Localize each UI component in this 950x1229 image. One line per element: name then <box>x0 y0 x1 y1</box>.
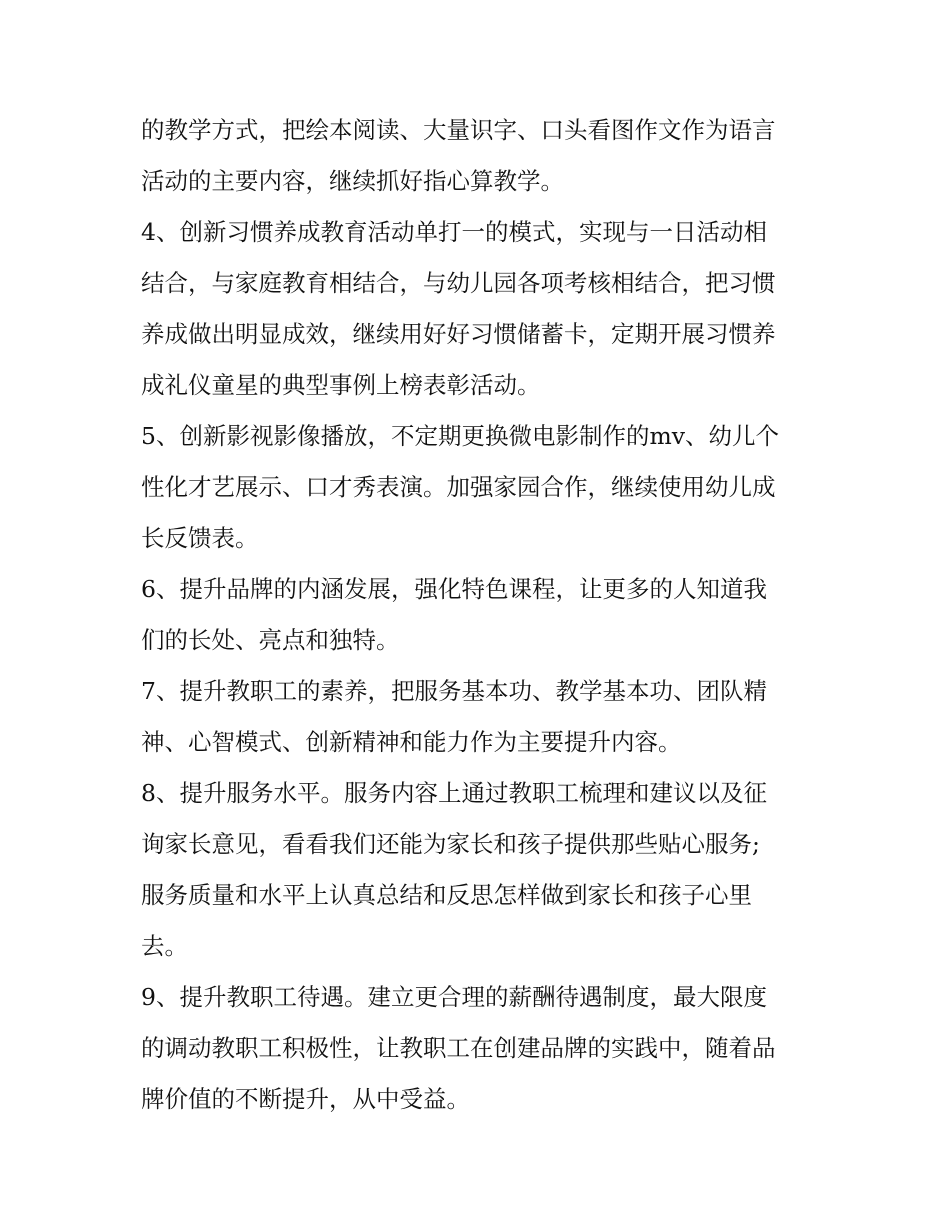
text-line: 长反馈表。 <box>141 524 259 552</box>
text-line: 9、提升教职工待遇。建立更合理的薪酬待遇制度，最大限度 <box>141 983 767 1011</box>
text-line: 活动的主要内容，继续抓好指心算教学。 <box>141 167 564 195</box>
text-line: 们的长处、亮点和独特。 <box>141 626 400 654</box>
text-line: 去。 <box>141 932 188 960</box>
text-line: 成礼仪童星的典型事例上榜表彰活动。 <box>141 371 541 399</box>
text-line: 的教学方式，把绘本阅读、大量识字、口头看图作文作为语言 <box>141 116 776 144</box>
text-line: 8、提升服务水平。服务内容上通过教职工梳理和建议以及征 <box>141 779 767 807</box>
text-line: 服务质量和水平上认真总结和反思怎样做到家长和孩子心里 <box>141 881 752 909</box>
text-line: 4、创新习惯养成教育活动单打一的模式，实现与一日活动相 <box>141 218 767 246</box>
text-line: 的调动教职工积极性，让教职工在创建品牌的实践中，随着品 <box>141 1034 776 1062</box>
text-line: 牌价值的不断提升，从中受益。 <box>141 1085 470 1113</box>
text-line: 7、提升教职工的素养，把服务基本功、教学基本功、团队精 <box>141 677 767 705</box>
text-line: 询家长意见，看看我们还能为家长和孩子提供那些贴心服务; <box>141 830 760 858</box>
text-line: 神、心智模式、创新精神和能力作为主要提升内容。 <box>141 728 682 756</box>
text-line: 性化才艺展示、口才秀表演。加强家园合作，继续使用幼儿成 <box>141 473 776 501</box>
document-body <box>141 105 821 1125</box>
text-line: 结合，与家庭教育相结合，与幼儿园各项考核相结合，把习惯 <box>141 269 776 297</box>
text-line: 6、提升品牌的内涵发展，强化特色课程，让更多的人知道我 <box>141 575 767 603</box>
text-line: 5、创新影视影像播放，不定期更换微电影制作的mv、幼儿个 <box>141 422 780 450</box>
text-line: 养成做出明显成效，继续用好好习惯储蓄卡，定期开展习惯养 <box>141 320 776 348</box>
